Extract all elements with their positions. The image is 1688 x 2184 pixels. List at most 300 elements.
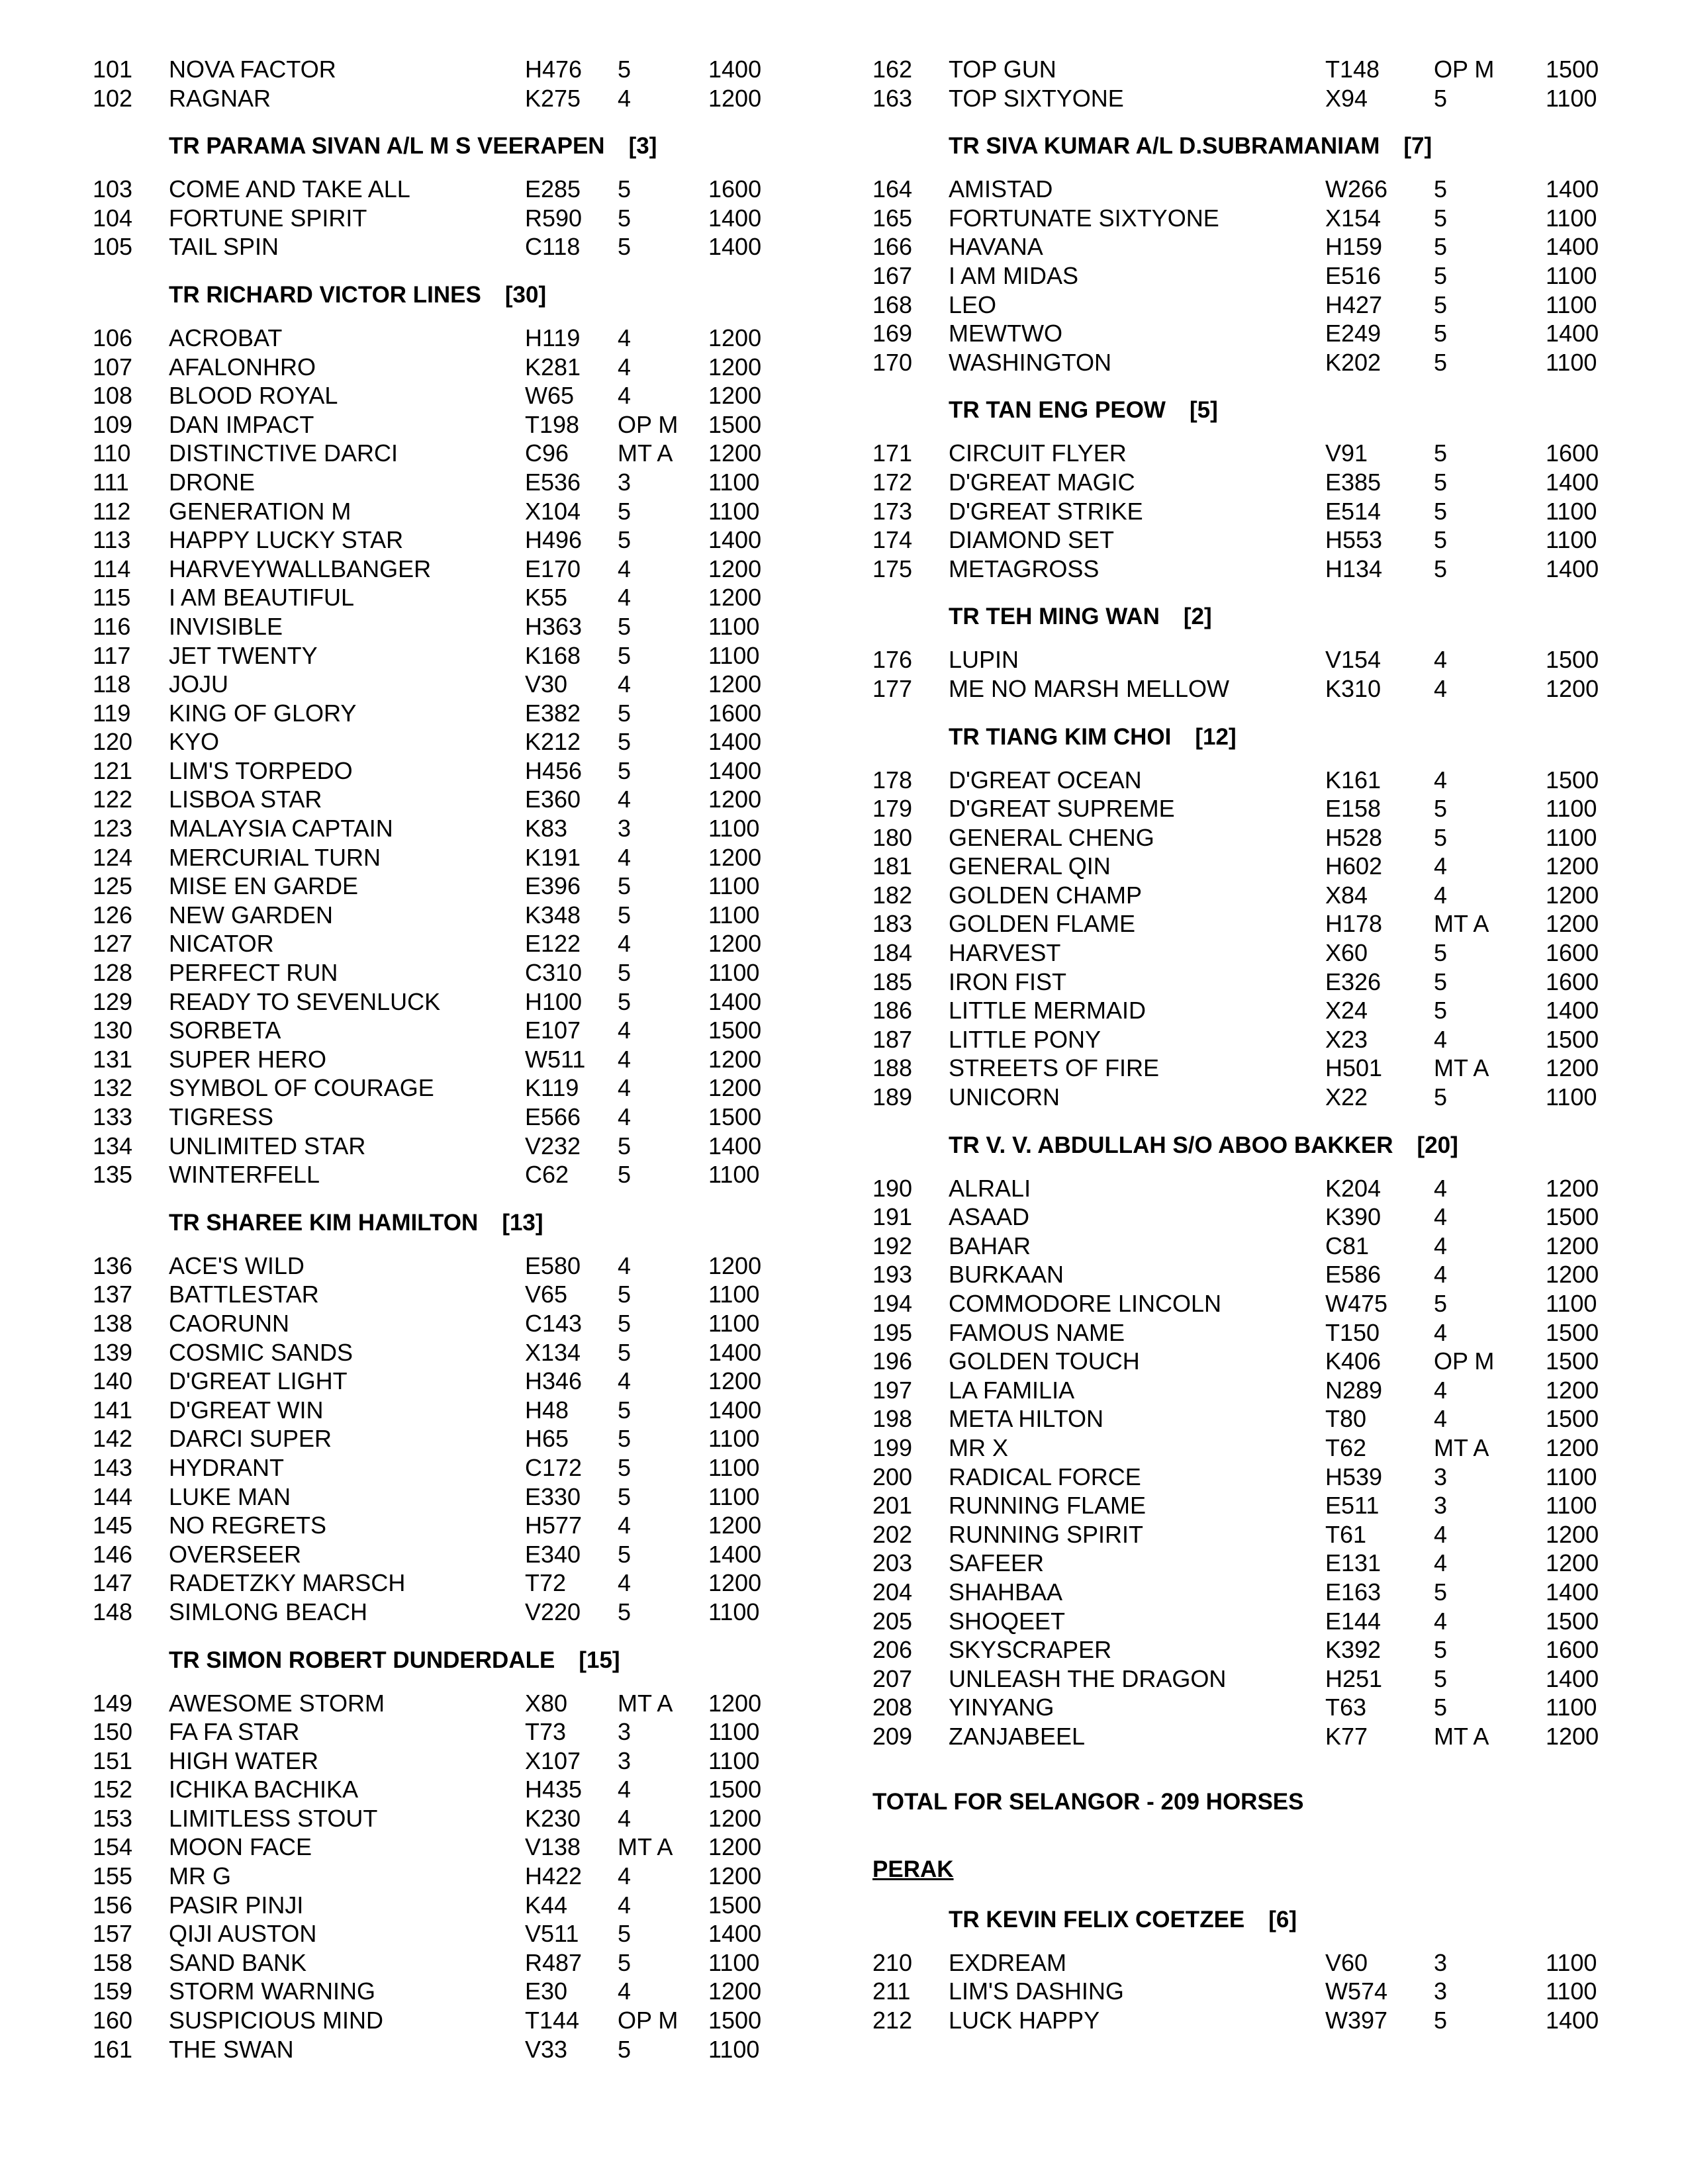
horse-row	[93, 1862, 794, 1891]
horse-code: H48	[525, 1396, 569, 1424]
horse-distance: 1600	[1546, 439, 1599, 467]
horse-number: 156	[93, 1891, 133, 1919]
horse-code: E516	[1325, 261, 1382, 289]
horse-row	[93, 987, 794, 1017]
horse-row	[93, 612, 794, 641]
horse-row	[93, 555, 794, 584]
horse-distance: 1100	[708, 872, 760, 900]
horse-row	[93, 1045, 794, 1074]
horse-list	[872, 766, 1634, 1112]
horse-distance: 1500	[1546, 1607, 1599, 1635]
horse-rating: 5	[1434, 997, 1448, 1024]
horse-row	[872, 852, 1634, 881]
horse-list	[872, 1948, 1634, 2035]
horse-row	[93, 1132, 794, 1161]
horse-name: SHAHBAA	[949, 1578, 1063, 1606]
horse-name: ASAAD	[949, 1203, 1030, 1231]
horse-distance: 1100	[708, 1453, 760, 1481]
horse-row	[872, 525, 1634, 555]
horse-code: K161	[1325, 766, 1382, 794]
horse-distance: 1100	[1546, 348, 1597, 376]
horse-name: OVERSEER	[169, 1540, 302, 1568]
horse-rating: 5	[1434, 1290, 1448, 1317]
horse-row	[93, 175, 794, 204]
horse-number: 169	[872, 320, 913, 347]
horse-distance: 1400	[708, 233, 762, 261]
horse-code: R590	[525, 204, 583, 232]
horse-number: 176	[872, 646, 913, 674]
horse-name: I AM MIDAS	[949, 261, 1079, 289]
horse-number: 171	[872, 439, 913, 467]
horse-number: 205	[872, 1607, 913, 1635]
horse-list	[93, 324, 794, 1189]
horse-rating: 4	[1434, 766, 1448, 794]
horse-number: 206	[872, 1636, 913, 1664]
horse-number: 151	[93, 1747, 133, 1774]
horse-number: 193	[872, 1261, 913, 1289]
horse-row	[872, 497, 1634, 526]
trainer-heading	[872, 394, 1634, 427]
horse-number: 127	[93, 930, 133, 958]
horse-row	[93, 901, 794, 930]
horse-number: 106	[93, 324, 133, 351]
horse-number: 202	[872, 1520, 913, 1548]
horse-rating: 5	[618, 641, 632, 669]
horse-distance: 1400	[708, 728, 762, 756]
trainer-name: TR TEH MING WAN	[949, 604, 1160, 630]
horse-number: 163	[872, 84, 913, 112]
horse-code: K119	[525, 1074, 579, 1102]
horse-rating: 5	[618, 1920, 632, 1948]
horse-row	[93, 1280, 794, 1309]
horse-row	[93, 204, 794, 233]
horse-row	[872, 555, 1634, 584]
horse-code: E170	[525, 555, 581, 582]
horse-list	[93, 55, 794, 113]
horse-rating: 5	[618, 233, 632, 261]
horse-code: K230	[525, 1804, 581, 1832]
horse-code: W397	[1325, 2006, 1388, 2034]
horse-rating: 5	[1434, 233, 1448, 261]
horse-rating: 5	[618, 756, 632, 784]
horse-distance: 1100	[708, 1948, 760, 1976]
horse-name: DARCI SUPER	[169, 1425, 332, 1453]
horse-rating: 5	[618, 1281, 632, 1308]
horse-name: AWESOME STORM	[169, 1689, 385, 1717]
horse-code: R487	[525, 1948, 583, 1976]
horse-rating: 3	[1434, 1948, 1448, 1976]
horse-row	[872, 1635, 1634, 1664]
horse-code: E285	[525, 175, 581, 203]
horse-name: D'GREAT OCEAN	[949, 766, 1142, 794]
horse-rating: OP M	[1434, 56, 1495, 83]
horse-code: K310	[1325, 674, 1382, 702]
horse-code: V220	[525, 1598, 581, 1625]
horse-rating: 5	[1434, 1636, 1448, 1664]
horse-name: LITTLE PONY	[949, 1025, 1102, 1053]
trainer-name: TR SHAREE KIM HAMILTON	[169, 1209, 479, 1236]
horse-code: C96	[525, 439, 569, 467]
horse-distance: 1400	[708, 1920, 762, 1948]
horse-rating: 5	[1434, 348, 1448, 376]
horse-row	[93, 1160, 794, 1189]
horse-code: E396	[525, 872, 581, 900]
trainer-name: TR PARAMA SIVAN A/L M S VEERAPEN	[169, 133, 605, 159]
horse-rating: OP M	[618, 2007, 679, 2034]
horse-rating: 3	[1434, 1978, 1448, 2005]
horse-distance: 1400	[708, 1338, 762, 1366]
horse-row	[872, 996, 1634, 1025]
horse-rating: 5	[1434, 204, 1448, 232]
horse-code: K83	[525, 815, 568, 842]
horse-row	[872, 232, 1634, 261]
horse-name: TIGRESS	[169, 1103, 274, 1130]
horse-distance: 1600	[708, 699, 762, 727]
horse-rating: 5	[1434, 1694, 1448, 1721]
horse-row	[93, 872, 794, 901]
horse-distance: 1100	[708, 1598, 760, 1625]
horse-number: 154	[93, 1833, 133, 1861]
horse-row	[872, 1347, 1634, 1376]
horse-distance: 1100	[708, 959, 760, 987]
horse-number: 113	[93, 526, 131, 554]
horse-rating: 5	[618, 497, 632, 525]
horse-rating: 3	[618, 1718, 632, 1746]
horse-name: HARVEYWALLBANGER	[169, 555, 432, 582]
horse-rating: 4	[618, 584, 632, 612]
horse-rating: 5	[618, 1132, 632, 1160]
horse-rating: 5	[1434, 439, 1448, 467]
horse-number: 138	[93, 1309, 133, 1337]
horse-rating: 4	[1434, 1203, 1448, 1231]
horse-number: 149	[93, 1689, 133, 1717]
horse-row	[93, 2006, 794, 2035]
horse-distance: 1100	[1546, 1948, 1597, 1976]
horse-name: STORM WARNING	[169, 1978, 375, 2005]
horse-row	[93, 1598, 794, 1627]
horse-number: 179	[872, 795, 913, 823]
horse-row	[872, 766, 1634, 795]
horse-number: 181	[872, 852, 913, 880]
horse-code: C62	[525, 1161, 569, 1189]
horse-number: 196	[872, 1347, 913, 1375]
horse-row	[93, 1804, 794, 1833]
horse-rating: 4	[618, 1978, 632, 2005]
horse-distance: 1500	[1546, 1025, 1599, 1053]
horse-name: MERCURIAL TURN	[169, 843, 381, 871]
horse-row	[872, 1289, 1634, 1318]
horse-rating: 5	[618, 1948, 632, 1976]
trainer-name: TR TIANG KIM CHOI	[949, 723, 1172, 750]
horse-row	[872, 674, 1634, 704]
horse-distance: 1400	[1546, 233, 1599, 261]
horse-number: 201	[872, 1492, 913, 1520]
horse-row	[872, 1948, 1634, 1978]
horse-distance: 1600	[708, 175, 762, 203]
horse-distance: 1200	[708, 1689, 762, 1717]
horse-rating: 5	[1434, 555, 1448, 582]
horse-number: 144	[93, 1482, 133, 1510]
horse-number: 184	[872, 939, 913, 967]
horse-distance: 1600	[1546, 939, 1599, 967]
horse-number: 145	[93, 1512, 133, 1539]
horse-rating: 5	[618, 2035, 632, 2063]
horse-distance: 1100	[1546, 795, 1597, 823]
horse-distance: 1100	[1546, 1463, 1597, 1490]
horse-name: INVISIBLE	[169, 612, 283, 640]
horse-rating: 5	[618, 1425, 632, 1453]
horse-number: 134	[93, 1132, 133, 1160]
horse-rating: 5	[618, 699, 632, 727]
horse-name: FORTUNE SPIRIT	[169, 204, 367, 232]
horse-rating: 5	[618, 612, 632, 640]
horse-distance: 1400	[1546, 175, 1599, 203]
horse-code: V65	[525, 1281, 568, 1308]
horse-code: X84	[1325, 881, 1368, 909]
horse-distance: 1400	[1546, 1664, 1599, 1692]
horse-code: X60	[1325, 939, 1368, 967]
trainer-heading	[93, 130, 794, 163]
horse-code: K348	[525, 901, 581, 929]
horse-name: NICATOR	[169, 930, 274, 958]
horse-code: C172	[525, 1453, 583, 1481]
horse-name: MISE EN GARDE	[169, 872, 359, 900]
horse-code: H65	[525, 1425, 569, 1453]
horse-number: 143	[93, 1453, 133, 1481]
horse-name: BURKAAN	[949, 1261, 1064, 1289]
horse-number: 185	[872, 968, 913, 995]
horse-distance: 1200	[708, 382, 762, 410]
horse-list	[872, 55, 1634, 113]
horse-code: H427	[1325, 291, 1383, 318]
horse-code: X104	[525, 497, 581, 525]
horse-distance: 1500	[708, 1776, 762, 1803]
horse-rating: 4	[618, 670, 632, 698]
horse-row	[872, 968, 1634, 997]
state-total: TOTAL FOR SELANGOR - 209 HORSES	[872, 1788, 1304, 1815]
horse-number: 155	[93, 1862, 133, 1890]
horse-name: RADICAL FORCE	[949, 1463, 1141, 1490]
horse-distance: 1500	[708, 1891, 762, 1919]
horse-code: H100	[525, 987, 583, 1015]
horse-distance: 1400	[708, 56, 762, 83]
horse-code: V511	[525, 1920, 579, 1948]
horse-code: V138	[525, 1833, 581, 1861]
horse-row	[93, 1948, 794, 1978]
horse-row	[93, 1511, 794, 1540]
horse-distance: 1200	[708, 1074, 762, 1102]
horse-code: T62	[1325, 1433, 1367, 1461]
horse-rating: 5	[618, 728, 632, 756]
horse-distance: 1200	[708, 1512, 762, 1539]
horse-distance: 1500	[708, 1017, 762, 1044]
horse-row	[872, 468, 1634, 497]
horse-distance: 1200	[708, 555, 762, 582]
horse-distance: 1200	[708, 1978, 762, 2005]
horse-name: LA FAMILIA	[949, 1376, 1075, 1404]
horse-name: METAGROSS	[949, 555, 1100, 582]
horse-row	[872, 1491, 1634, 1520]
horse-distance: 1400	[1546, 1578, 1599, 1606]
horse-distance: 1100	[1546, 497, 1597, 525]
horse-name: FA FA STAR	[169, 1718, 300, 1746]
horse-rating: 4	[618, 1891, 632, 1919]
horse-rating: 5	[618, 1482, 632, 1510]
horse-rating: 4	[618, 555, 632, 582]
horse-distance: 1100	[1546, 1492, 1597, 1520]
horse-code: E536	[525, 468, 581, 496]
horse-name: LISBOA STAR	[169, 786, 322, 813]
horse-number: 147	[93, 1569, 133, 1597]
right-column	[872, 55, 1634, 2034]
horse-rating: 5	[1434, 526, 1448, 554]
horse-name: GENERAL QIN	[949, 852, 1111, 880]
horse-rating: 5	[618, 1453, 632, 1481]
horse-code: E514	[1325, 497, 1382, 525]
horse-distance: 1400	[708, 526, 762, 554]
horse-row	[93, 929, 794, 958]
horse-rating: 3	[618, 1747, 632, 1774]
horse-name: BATTLESTAR	[169, 1281, 319, 1308]
horse-rating: 5	[1434, 968, 1448, 995]
horse-number: 108	[93, 382, 133, 410]
horse-name: RUNNING SPIRIT	[949, 1520, 1144, 1548]
horse-code: E122	[525, 930, 581, 958]
horse-rating: 3	[1434, 1492, 1448, 1520]
horse-code: H159	[1325, 233, 1383, 261]
horse-name: D'GREAT MAGIC	[949, 468, 1135, 496]
trainer-heading	[93, 1206, 794, 1240]
horse-row	[93, 1016, 794, 1045]
horse-number: 180	[872, 823, 913, 851]
horse-name: AMISTAD	[949, 175, 1053, 203]
horse-list	[93, 175, 794, 261]
horse-row	[93, 785, 794, 814]
horse-number: 182	[872, 881, 913, 909]
horse-number: 212	[872, 2006, 913, 2034]
horse-rating: 4	[1434, 1174, 1448, 1202]
trainer-heading	[872, 600, 1634, 633]
horse-name: PERFECT RUN	[169, 959, 338, 987]
horse-distance: 1100	[708, 468, 760, 496]
horse-code: E158	[1325, 795, 1382, 823]
horse-number: 122	[93, 786, 133, 813]
region-heading: PERAK	[872, 1856, 954, 1882]
horse-rating: 3	[618, 468, 632, 496]
horse-row	[93, 1977, 794, 2006]
horse-row	[93, 1453, 794, 1482]
horse-code: X154	[1325, 204, 1382, 232]
horse-code: X23	[1325, 1025, 1368, 1053]
horse-name: ACE'S WILD	[169, 1251, 305, 1279]
horse-distance: 1100	[708, 1718, 760, 1746]
horse-number: 140	[93, 1367, 133, 1395]
horse-number: 118	[93, 670, 131, 698]
horse-rating: 5	[1434, 468, 1448, 496]
horse-name: BAHAR	[949, 1232, 1031, 1259]
horse-row	[872, 1376, 1634, 1405]
horse-name: LEO	[949, 291, 997, 318]
horse-number: 141	[93, 1396, 133, 1424]
horse-row	[872, 55, 1634, 84]
horse-distance: 1400	[1546, 320, 1599, 347]
horse-distance: 1500	[1546, 646, 1599, 674]
horse-rating: 5	[618, 872, 632, 900]
horse-row	[872, 1722, 1634, 1751]
horse-name: MR G	[169, 1862, 231, 1890]
horse-distance: 1200	[708, 1569, 762, 1597]
horse-row	[93, 1833, 794, 1862]
horse-row	[93, 814, 794, 843]
horse-code: E340	[525, 1540, 581, 1568]
horse-rating: 3	[1434, 1463, 1448, 1490]
horse-row	[872, 1203, 1634, 1232]
horse-rating: 5	[1434, 823, 1448, 851]
horse-name: MEWTWO	[949, 320, 1062, 347]
horse-rating: 4	[618, 1045, 632, 1073]
horse-distance: 1100	[708, 1747, 760, 1774]
horse-code: X22	[1325, 1083, 1368, 1111]
horse-name: PASIR PINJI	[169, 1891, 304, 1919]
horse-distance: 1500	[1546, 56, 1599, 83]
horse-name: MALAYSIA CAPTAIN	[169, 815, 393, 842]
horse-number: 198	[872, 1405, 913, 1433]
horse-code: X107	[525, 1747, 581, 1774]
horse-row	[872, 1054, 1634, 1083]
horse-row	[93, 324, 794, 353]
horse-code: W475	[1325, 1290, 1388, 1317]
horse-rating: 5	[1434, 497, 1448, 525]
horse-number: 159	[93, 1978, 133, 2005]
horse-rating: MT A	[618, 1833, 673, 1861]
trainer-heading	[872, 130, 1634, 163]
horse-row	[872, 909, 1634, 938]
horse-rating: 4	[618, 1103, 632, 1130]
trainer-count: [15]	[579, 1647, 620, 1673]
horse-distance: 1100	[1546, 261, 1597, 289]
horse-distance: 1200	[708, 439, 762, 467]
horse-number: 129	[93, 987, 133, 1015]
horse-row	[93, 84, 794, 113]
horse-number: 110	[93, 439, 131, 467]
horse-rating: 4	[618, 1569, 632, 1597]
horse-code: E566	[525, 1103, 581, 1130]
horse-name: HAPPY LUCKY STAR	[169, 526, 404, 554]
horse-code: E360	[525, 786, 581, 813]
horse-name: FAMOUS NAME	[949, 1318, 1125, 1346]
horse-distance: 1200	[708, 786, 762, 813]
horse-rating: OP M	[1434, 1347, 1495, 1375]
horse-number: 130	[93, 1017, 133, 1044]
horse-code: X134	[525, 1338, 581, 1366]
horse-row	[872, 938, 1634, 968]
horse-code: T61	[1325, 1520, 1367, 1548]
horse-distance: 1200	[1546, 1232, 1599, 1259]
horse-row	[872, 1260, 1634, 1289]
horse-distance: 1100	[708, 1281, 760, 1308]
horse-row	[872, 1520, 1634, 1549]
horse-name: HARVEST	[949, 939, 1061, 967]
horse-name: SORBETA	[169, 1017, 281, 1044]
horse-distance: 1200	[1546, 674, 1599, 702]
horse-code: E511	[1325, 1492, 1380, 1520]
horse-rating: 5	[618, 959, 632, 987]
horse-list	[872, 645, 1634, 703]
horse-distance: 1500	[708, 2007, 762, 2034]
horse-number: 128	[93, 959, 133, 987]
horse-name: D'GREAT LIGHT	[169, 1367, 348, 1395]
horse-rating: 5	[1434, 1664, 1448, 1692]
